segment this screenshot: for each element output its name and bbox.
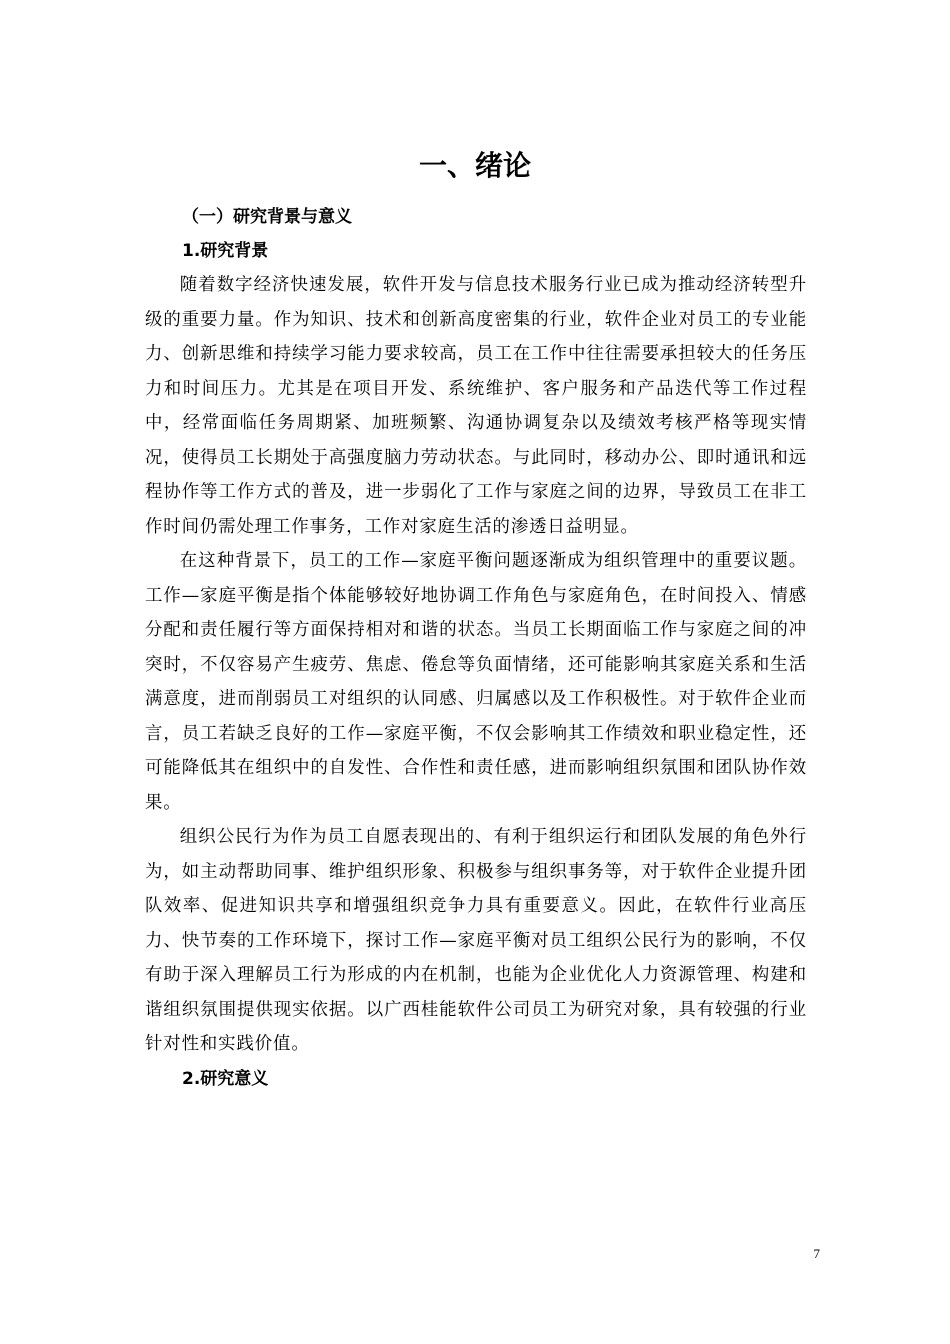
- body-paragraph: 在这种背景下，员工的工作—家庭平衡问题逐渐成为组织管理中的重要议题。工作—家庭平衡是指个体能够较好地协调工作角色与家庭角色，在时间投入、情感分配和责任履行等方面保持相对和谐的状态。当员工长期面临工作与家庭之间的冲突时，不仅容易产生疲劳、焦虑、倦怠等负面情绪，还可能影响其家庭关系和生活满意度，进而削弱员工对组织的认同感、归属感以及工作积极性。对于软件企业而言，员工若缺乏良好的工作—家庭平衡，不仅会影响其工作绩效和职业稳定性，还可能降低其在组织中的自发性、合作性和责任感，进而影响组织氛围和团队协作效果。: [145, 551, 807, 813]
- page-body: [145, 200, 807, 1096]
- section-heading: （一）研究背景与意义: [182, 207, 352, 227]
- chapter-title: 一、绪论: [418, 149, 531, 182]
- subsection-heading-background: 1.研究背景: [182, 241, 269, 261]
- page-number: 7: [813, 1246, 820, 1261]
- subsection-heading-significance: 2.研究意义: [182, 1068, 269, 1089]
- body-paragraph: 随着数字经济快速发展，软件开发与信息技术服务行业已成为推动经济转型升级的重要力量。作为知识、技术和创新高度密集的行业，软件企业对员工的专业能力、创新思维和持续学习能力要求较高，员工在工作中往往需要承担较大的任务压力和时间压力。尤其是在项目开发、系统维护、客户服务和产品迭代等工作过程中，经常面临任务周期紧、加班频繁、沟通协调复杂以及绩效考核严格等现实情况，使得员工长期处于高强度脑力劳动状态。与此同时，移动办公、即时通讯和远程协作等工作方式的普及，进一步弱化了工作与家庭之间的边界，导致员工在非工作时间仍需处理工作事务，工作对家庭生活的渗透日益明显。: [145, 275, 807, 537]
- body-paragraph: 组织公民行为作为员工自愿表现出的、有利于组织运行和团队发展的角色外行为，如主动帮助同事、维护组织形象、积极参与组织事务等，对于软件企业提升团队效率、促进知识共享和增强组织竞争力具有重要意义。因此，在软件行业高压力、快节奏的工作环境下，探讨工作—家庭平衡对员工组织公民行为的影响，不仅有助于深入理解员工行为形成的内在机制，也能为企业优化人力资源管理、构建和谐组织氛围提供现实依据。以广西桂能软件公司员工为研究对象，具有较强的行业针对性和实践价值。: [145, 827, 807, 1054]
